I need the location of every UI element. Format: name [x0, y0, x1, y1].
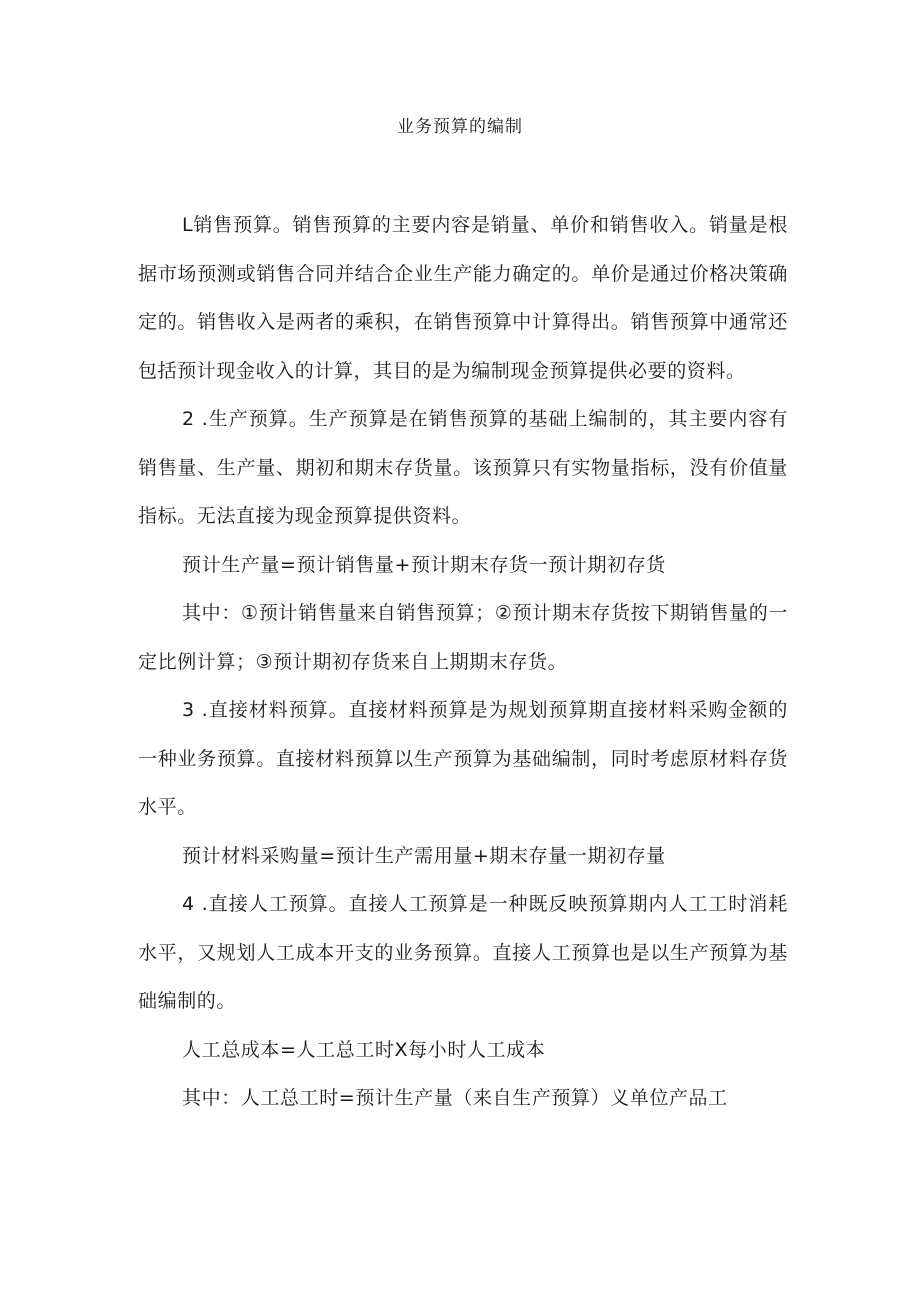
paragraph-sales-budget: L销售预算。销售预算的主要内容是销量、单价和销售收入。销量是根据市场预测或销售合同并结合企业生产能力确定的。单价是通过价格决策确定的。销售收入是两者的乘积，在销售预算中计算得出。销售预算中通常还包括预计现金收入的计算，其目的是为编制现金预算提供必要的资料。: [138, 214, 788, 382]
paragraph-labor-hours-note: 其中：人工总工时=预计生产量（来自生产预算）义单位产品工: [182, 1087, 728, 1109]
document-title: 业务预算的编制: [397, 117, 523, 137]
paragraph-production-budget: 2 .生产预算。生产预算是在销售预算的基础上编制的，其主要内容有销售量、生产量、期初和期末存货量。该预算只有实物量指标，没有价值量指标。无法直接为现金预算提供资料。: [138, 408, 788, 527]
formula-labor-cost: 人工总成本=人工总工时X每小时人工成本: [182, 1038, 546, 1061]
formula-material-purchase: 预计材料采购量=预计生产需用量+期末存量一期初存量: [182, 844, 666, 867]
paragraph-production-notes: 其中：①预计销售量来自销售预算；②预计期末存货按下期销售量的一定比例计算；③预计期初存货来自上期期末存货。: [138, 602, 788, 673]
document-body: [138, 201, 788, 1123]
paragraph-direct-labor-budget: 4 .直接人工预算。直接人工预算是一种既反映预算期内人工工时消耗水平，又规划人工成本开支的业务预算。直接人工预算也是以生产预算为基础编制的。: [138, 893, 788, 1012]
formula-production-quantity: 预计生产量=预计销售量+预计期末存货一预计期初存货: [182, 553, 666, 576]
paragraph-direct-materials-budget: 3 .直接材料预算。直接材料预算是为规划预算期直接材料采购金额的一种业务预算。直接材料预算以生产预算为基础编制，同时考虑原材料存货水平。: [138, 699, 788, 818]
